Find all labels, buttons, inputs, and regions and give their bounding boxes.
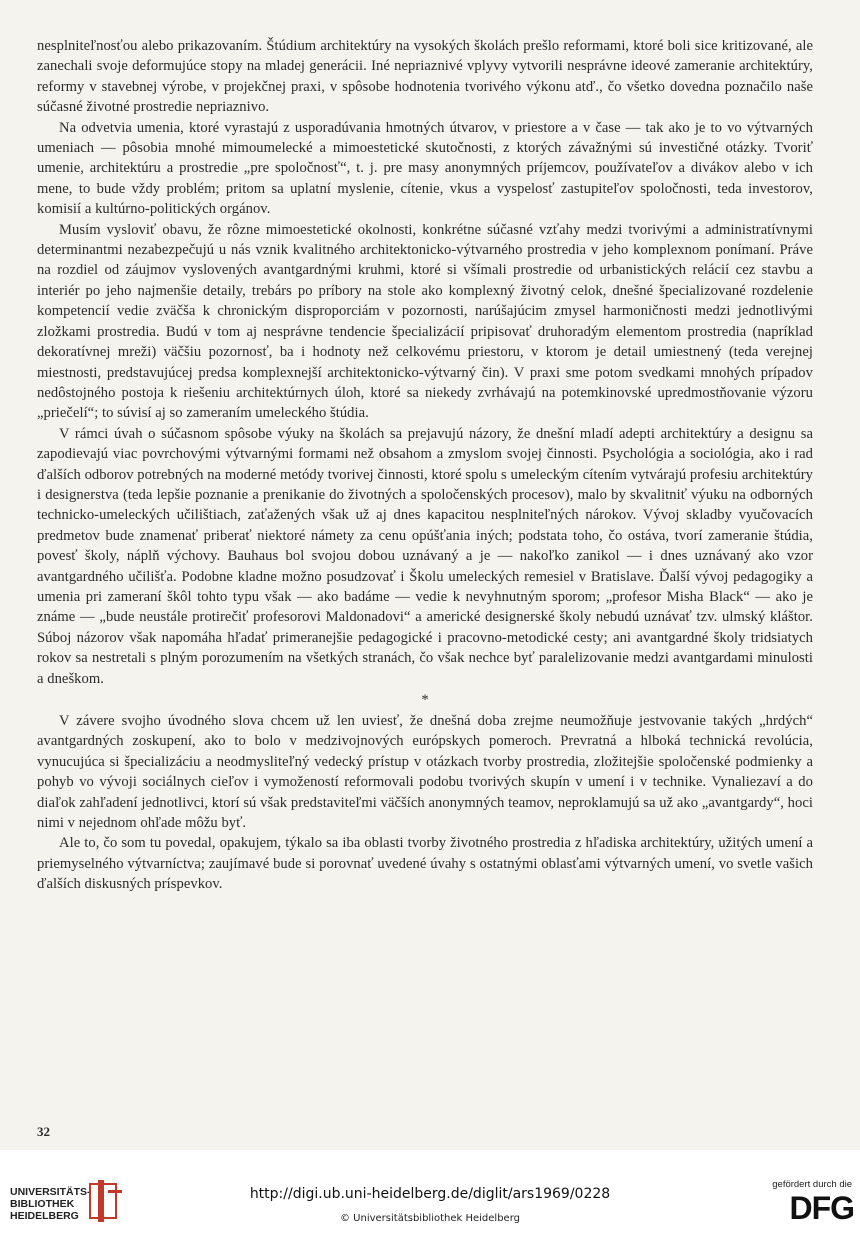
viewer-footer: [0, 1150, 860, 1235]
library-name-line3: HEIDELBERG: [10, 1210, 79, 1222]
paragraph: Na odvetvia umenia, ktoré vyrastajú z usporadúvania hmotných útvarov, v priestore a v čase — tak ako je to vo výtvarných umeniach — pôsobia mnohé mimoumelecké a mimoestetické skutočnosti, z ktorých závažnými sú investičné otázky. Tvoriť umenie, architektúru a prostredie „pre spoločnosť“, t. j. pre masy anonymných príjemcov, používateľov a divákov alebo v ich mene, to bude vždy problém; pritom sa uplatní myslenie, cítenie, vkus a vyspelosť zastupiteľov spoločnosti, teda investorov, komisií a kultúrno-politických orgánov.: [37, 119, 813, 218]
library-name-line2: BIBLIOTHEK: [10, 1198, 75, 1210]
library-logo[interactable]: [10, 1180, 125, 1226]
page-number: 32: [37, 1124, 50, 1139]
paragraph: nesplniteľnosťou alebo prikazovaním. Štúdium architektúry na vysokých školách prešlo reformami, ktoré boli sice kritizované, ale zanechali svoje deformujúce stopy na mladej generácii. Iné nepriaznivé vplyvy vytvorili nesprávne ideové zameranie architektúry, reformy v stavebnej výrobe, v projekčnej praxi, v spôsobe hodnotenia tvorivého výkonu atď., čo všetko dovedna poznačilo naše súčasné životné prostredie nepriaznivo.: [37, 38, 813, 116]
dfg-logo[interactable]: DFG: [789, 1190, 854, 1226]
funding-caption: gefördert durch die: [772, 1179, 852, 1190]
paragraph: Musím vysloviť obavu, že rôzne mimoestetické okolnosti, konkrétne súčasné vzťahy medzi tvorivými a administratívnymi determinantmi nezabezpečujú u nás vznik kvalitného architektonicko-výtvarného prostredia v jeho komplexnom ponímaní. Práve na rozdiel od záujmov vyslovených avantgardnými kruhmi, ktoré si všímali prostredie od urbanistických relácií cez stavbu a interiér po jeho najmenšie detaily, trebárs po príbory na stole ako komplexný životný celok, dnešné špecializované rozdelenie kompetencií vedie zväčša k chronickým disproporciám v pozornosti, narúšajúcim zmysel harmoničnosti medzi jednotlivými zložkami prostredia. Budú v tom aj nesprávne tendencie špecializácií pripisovať druhoradým elementom prostredia (napríklad dekoratívnej mreži) väčšiu pozornosť, ba i hodnoty než celkovému priestoru, v ktorom je detail umiestnený (teda verejnej miestnosti, predstavujúcej predsa komplexnejší architektonicko-výtvarný čin). V praxi sme potom svedkami mnohých prípadov nedôstojného postoja k riešeniu architektúrnych úloh, ktoré sa niekedy zvrhávajú na potemkinovské upredmostňovanie výzoru „priečelí“; to súvisí aj so zameraním umeleckého štúdia.: [37, 221, 813, 422]
section-separator: *: [421, 692, 429, 708]
library-emblem-icon: [88, 1180, 124, 1222]
body-text: [37, 36, 813, 895]
paragraph: V závere svojho úvodného slova chcem už len uviesť, že dnešná doba zrejme neumožňuje jestvovanie takých „hrdých“ avantgardných zoskupení, ako to bolo v medzivojnových európskych pomeroch. Prevratná a hlboká technická revolúcia, vynucujúca si špecializáciu a neodmysliteľný vedecký prístup v otázkach tvorby prostredia, zložitejšie spoločenské podmienky a pohyb vo vývoji sociálnych cieľov i vymožeností reformovali podobu tvorivých skupín v umení i v technike. Vynaliezaví a do diaľok zahľadení jednotlivci, ktorí sú však predstaviteľmi väčších anonymných teamov, neproklamujú sa už ako „avantgardy“, hoci nimi v nejednom ohľade môžu byť.: [37, 713, 813, 832]
paragraph: Ale to, čo som tu povedal, opakujem, týkalo sa iba oblasti tvorby životného prostredia z hľadiska architektúry, užitých umení a priemyselného výtvarníctva; zaujímavé bude si porovnať uvedené úvahy s ostatnými oblasťami výtvarných umení, vo svetle vašich ďalších diskusných príspevkov.: [37, 835, 813, 893]
library-name-line1: UNIVERSITÄTS-: [10, 1186, 91, 1198]
permalink-url[interactable]: http://digi.ub.uni-heidelberg.de/diglit/ars1969/0228: [249, 1186, 611, 1202]
copyright-notice: © Universitätsbibliothek Heidelberg: [339, 1213, 520, 1224]
paragraph: V rámci úvah o súčasnom spôsobe výuky na školách sa prejavujú názory, že dnešní mladí adepti architektúry a designu sa zapodievajú viac povrchovými výtvarnými formami než obsahom a zmyslom svojej činnosti. Psychológia a sociológia, ako i rad ďalších odborov potrebných na moderné metódy tvorivej činnosti, ktoré spolu s umeleckým cítením vytvárajú profesiu architektúry i designerstva (teda lepšie poznanie a prenikanie do životných a spoločenských procesov), malo by skvalitniť výuku na odborných technicko-umeleckých učilištiach, zaťažených však už aj dnes kapacitou nesplniteľných nárokov. Vývoj skladby vyučovacích predmetov bude znamenať priberať niektoré námety za cenu opúšťania iných; podstata toho, čo ostáva, tvorí zameranie štúdia, povesť školy, náplň výchovy. Bauhaus bol svojou dobou uznávaný a je — nakoľko zanikol — i dnes uznávaný ako vzor avantgardného učilišťa. Podobne kladne možno posudzovať i Školu umeleckých remesiel v Bratislave. Ďalší vývoj pedagogiky a umenia pri zameraní škôl tohto typu však — ako badáme — vedie k nevyhnutným sporom; „profesor Misha Black“ — ako je známe — „bude neustále protirečiť profesorovi Maldonadovi“ a americké designerské školy nebudú uznávať tzv. ulmský kláštor. Súboj názorov však napomáha hľadať primeranejšie pedagogické i pracovno-metodické cesty; ani avantgardné školy tridsiatych rokov sa nestretali s plným porozumením na všetkých stranách, čo však nechce byť paralelizovanie medzi avantgardami minulosti a dneškom.: [37, 425, 813, 687]
